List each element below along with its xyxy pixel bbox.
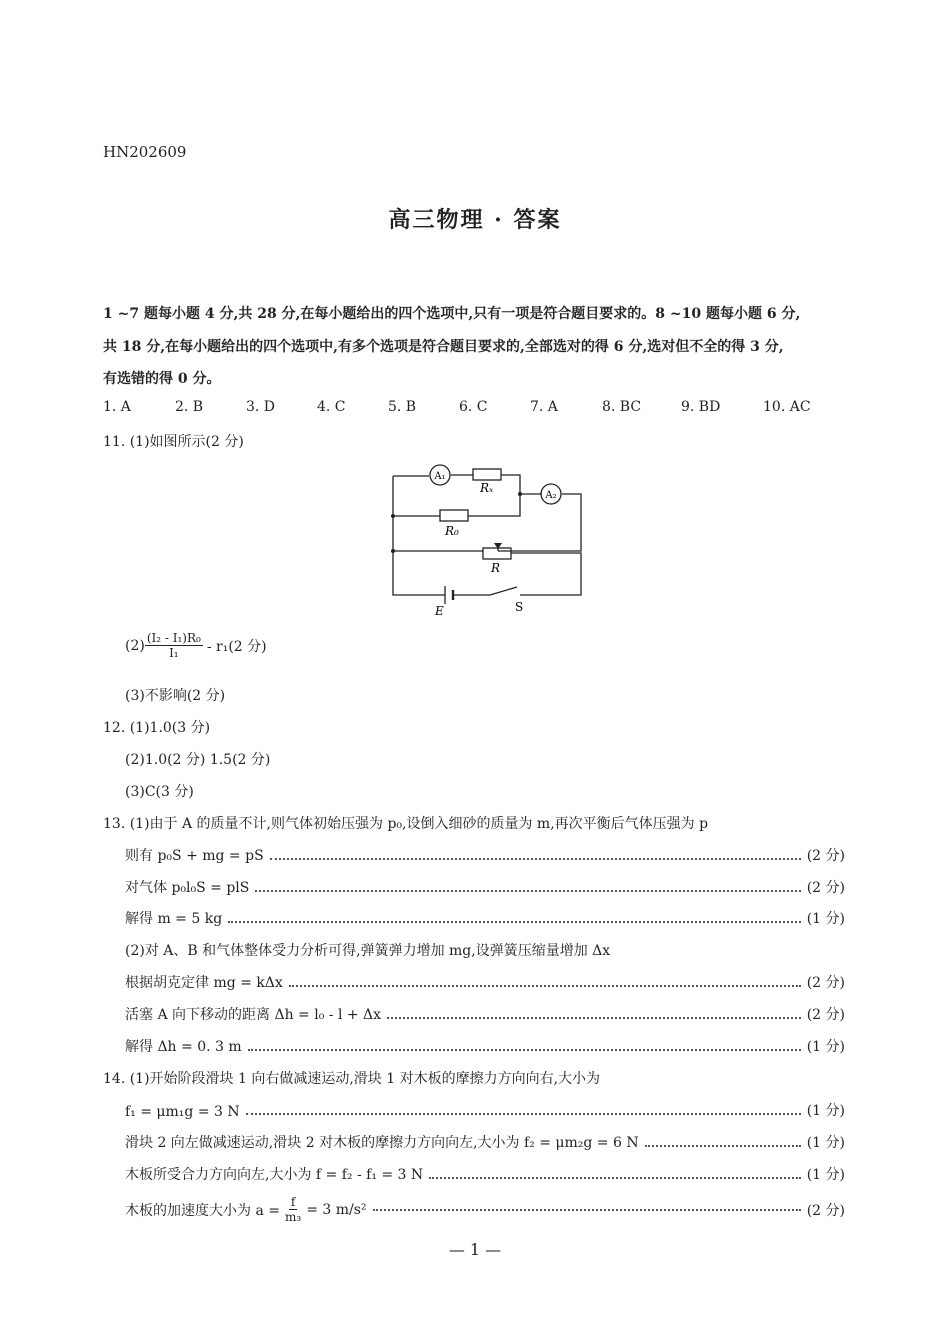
resistor-r0-label: R₀	[445, 524, 459, 538]
q14-step-acceleration: 木板的加速度大小为 a = $\frac{f}{\text{m₃}}$ = 3 m/s² (2 分)	[125, 1195, 845, 1224]
q11-part2	[125, 631, 267, 660]
q12-part2: (2)1.0(2 分) 1.5(2 分)	[125, 752, 271, 768]
choice-answer: 7. A	[530, 399, 558, 415]
choice-answer: 3. D	[246, 399, 276, 415]
choice-answer: 10. AC	[763, 399, 811, 415]
page-title: 高三物理 · 答案	[388, 207, 562, 233]
doc-code: HN202609	[103, 143, 187, 161]
q13-step: 则有 p₀S + mg = pS (2 分)	[125, 848, 845, 864]
rheostat-r-label: R	[491, 561, 501, 575]
q13-step: 解得 m = 5 kg (1 分)	[125, 911, 845, 927]
battery-e-label: E	[435, 604, 444, 618]
circuit-diagram	[385, 458, 590, 618]
choice-answer: 4. C	[317, 399, 346, 415]
q14-step: f₁ = μm₁g = 3 N (1 分)	[125, 1103, 845, 1120]
q11-denominator: I₁	[169, 646, 179, 660]
q13-step: 根据胡克定律 mg = kΔx (2 分)	[125, 975, 845, 991]
choice-answer: 9. BD	[681, 399, 721, 415]
choice-answer: 8. BC	[602, 399, 642, 415]
intro-line-1: 1 ~7 题每小题 4 分,共 28 分,在每小题给出的四个选项中,只有一项是符合题目要求的。8 ~10 题每小题 6 分,	[103, 306, 801, 322]
choice-answer: 2. B	[175, 399, 204, 415]
q11-part1: 11. (1)如图所示(2 分)	[103, 434, 244, 450]
q14-step: 滑块 2 向左做减速运动,滑块 2 对木板的摩擦力方向向左,大小为 f₂ = μm₂g = 6 N (1 分)	[125, 1135, 845, 1151]
page-number: — 1 —	[448, 1240, 502, 1259]
ammeter-a2-label: A₂	[545, 490, 557, 501]
q14-part1: 14. (1)开始阶段滑块 1 向右做减速运动,滑块 1 对木板的摩擦力方向向右,大小为	[103, 1071, 601, 1087]
choice-answer: 1. A	[103, 399, 131, 415]
ammeter-a1-label: A₁	[434, 471, 446, 482]
q12-part3: (3)C(3 分)	[125, 784, 194, 800]
q14-fraction: $\frac{f}{\text{m₃}}$	[284, 1195, 302, 1224]
q11-fraction	[145, 631, 203, 660]
choice-answer: 5. B	[388, 399, 417, 415]
q11-part2-suffix: - r₁(2 分)	[206, 638, 267, 655]
q11-part2-prefix: (2)	[125, 637, 145, 654]
q11-numerator: (I₂ - I₁)R₀	[146, 631, 201, 645]
choice-answer: 6. C	[459, 399, 488, 415]
q13-step: 活塞 A 向下移动的距离 Δh = l₀ - l + Δx (2 分)	[125, 1007, 845, 1023]
resistor-rx-label: Rₓ	[480, 481, 494, 495]
q13-step: 对气体 p₀l₀S = plS (2 分)	[125, 880, 845, 896]
q13-part1: 13. (1)由于 A 的质量不计,则气体初始压强为 p₀,设倒入细砂的质量为 m,再次平衡后气体压强为 p	[103, 816, 709, 832]
q14-step: 木板所受合力方向向左,大小为 f = f₂ - f₁ = 3 N (1 分)	[125, 1167, 845, 1183]
q11-part3: (3)不影响(2 分)	[125, 688, 226, 704]
q13-step: 解得 Δh = 0. 3 m (1 分)	[125, 1039, 845, 1055]
q13-part2: (2)对 A、B 和气体整体受力分析可得,弹簧弹力增加 mg,设弹簧压缩量增加 Δx	[125, 943, 611, 959]
intro-line-2: 共 18 分,在每小题给出的四个选项中,有多个选项是符合题目要求的,全部选对的得 6 分,选对但不全的得 3 分,	[103, 339, 784, 355]
intro-line-3: 有选错的得 0 分。	[103, 371, 221, 387]
q12-part1: 12. (1)1.0(3 分)	[103, 720, 211, 736]
switch-s-label: S	[515, 600, 524, 614]
